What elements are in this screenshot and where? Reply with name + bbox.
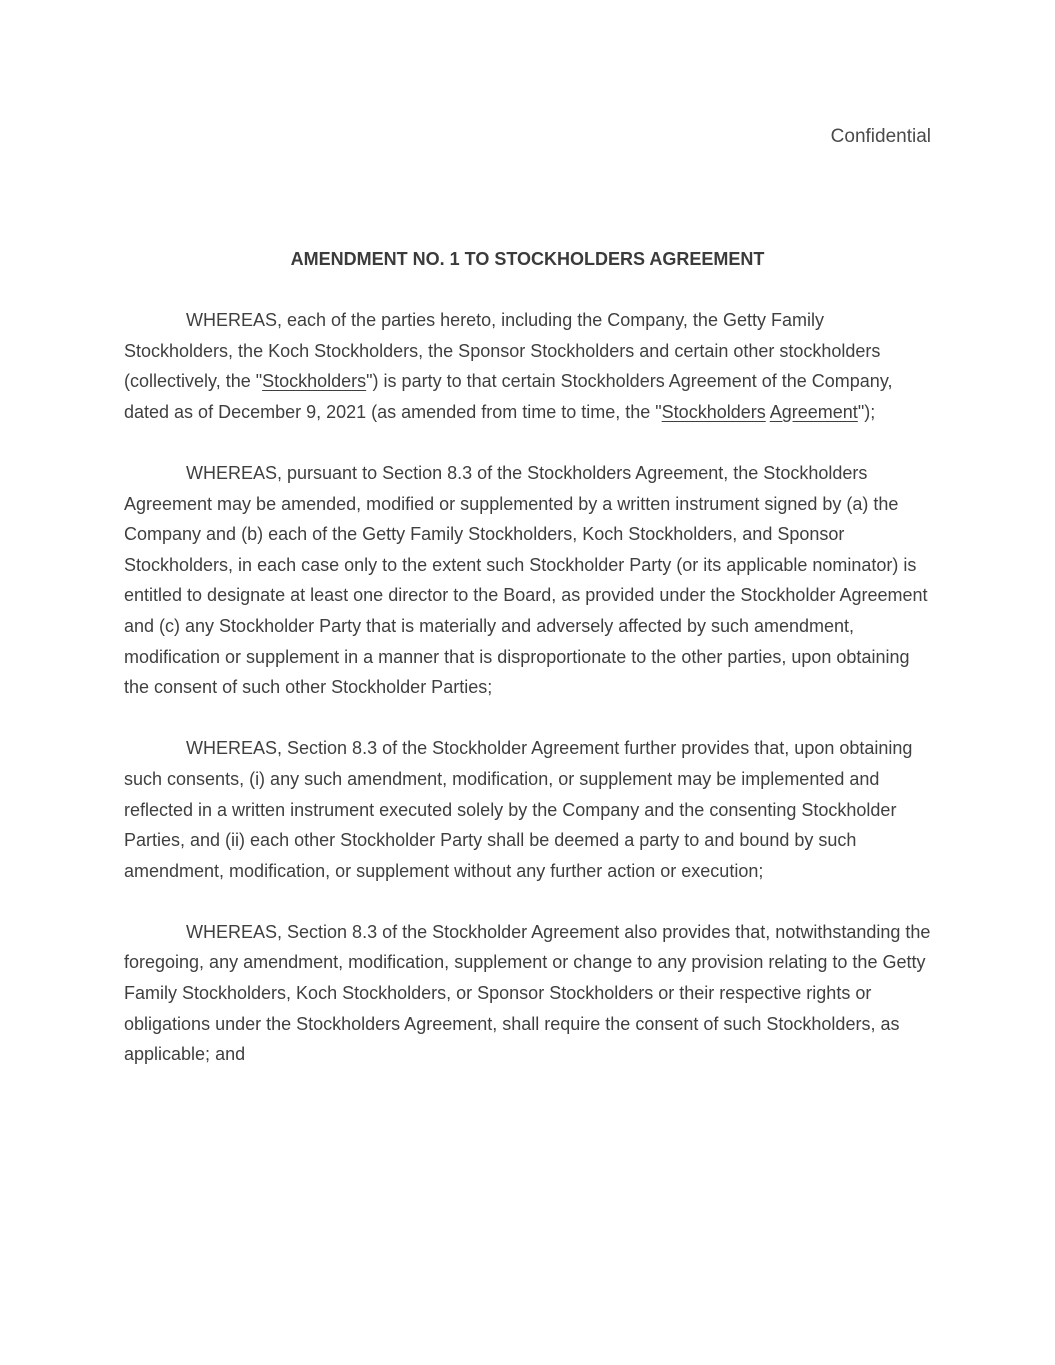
whereas-paragraph-3: WHEREAS, Section 8.3 of the Stockholder Agreement further provides that, upon obtaining such consents, (i) any such amendment, modification, or supplement may be implemented and reflected in a written instrument executed solely by the Company and the consenting Stockholder Parties, and (ii) each other Stockholder Party shall be deemed a party to and bound by such amendment, modification, or supplement without any further action or execution; <box>124 738 913 881</box>
defined-term-stockholders: Stockholders <box>262 371 367 392</box>
document-body <box>124 305 936 1100</box>
paragraph-1-text-a: WHEREAS, each of the parties hereto, including the Company, the Getty Family Stockholders, the Koch Stockholders, the Sponsor Stockholders and certain other stockholders (collectively, the " <box>124 310 881 392</box>
paragraph-1-text-c: "); <box>857 401 876 422</box>
whereas-paragraph-2: WHEREAS, pursuant to Section 8.3 of the Stockholders Agreement, the Stockholders Agreement may be amended, modified or supplemented by a written instrument signed by (a) the Company and (b) each of the Getty Family Stockholders, Koch Stockholders, and Sponsor Stockholders, in each case only to the extent such Stockholder Party (or its applicable nominator) is entitled to designate at least one director to the Board, as provided under the Stockholder Agreement and (c) any Stockholder Party that is materially and adversely affected by such amendment, modification or supplement in a manner that is disproportionate to the other parties, upon obtaining the consent of such other Stockholder Parties; <box>124 462 928 698</box>
paragraph-1-text-b: ") is party to that certain Stockholders Agreement of the Company, dated as of December 9, 2021 (as amended from time to time, the " <box>124 371 893 422</box>
document-title: AMENDMENT NO. 1 TO STOCKHOLDERS AGREEMENT <box>290 249 765 269</box>
defined-term-stockholders-agreement-part1: Stockholders <box>661 401 766 422</box>
defined-term-stockholders-agreement-part2: Agreement <box>769 401 858 422</box>
whereas-paragraph-1 <box>124 305 936 427</box>
whereas-paragraph-4: WHEREAS, Section 8.3 of the Stockholder Agreement also provides that, notwithstanding the foregoing, any amendment, modification, supplement or change to any provision relating to the Getty Family Stockholders, Koch Stockholders, or Sponsor Stockholders or their respective rights or obligations under the Stockholders Agreement, shall require the consent of such Stockholders, as applicable; and <box>124 921 931 1065</box>
confidential-label: Confidential <box>830 126 931 147</box>
